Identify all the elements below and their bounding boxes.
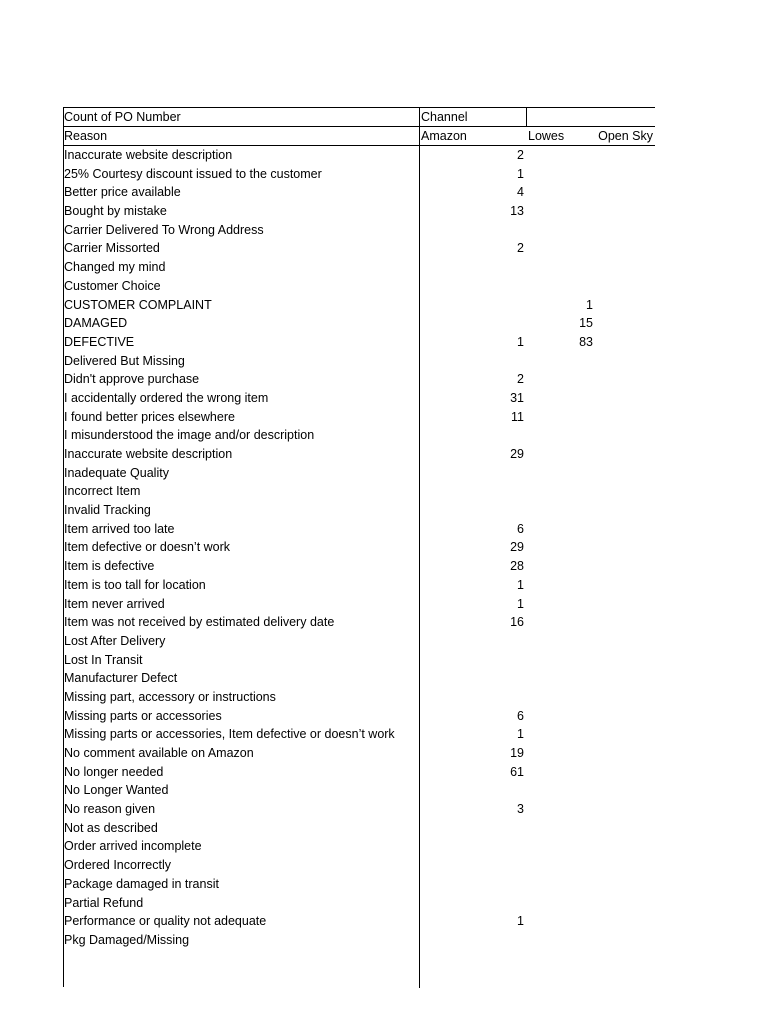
reason-cell: No comment available on Amazon <box>64 746 254 760</box>
table-row <box>63 707 655 726</box>
reason-cell: I misunderstood the image and/or description <box>64 428 315 443</box>
reason-cell: Order arrived incomplete <box>64 839 202 854</box>
table-row <box>63 296 655 315</box>
header-row-2 <box>63 126 655 146</box>
amazon-count-cell: 61 <box>510 764 524 779</box>
amazon-count-cell: 1 <box>517 334 524 349</box>
amazon-count-cell: 1 <box>517 166 524 181</box>
reason-cell: CUSTOMER COMPLAINT <box>64 297 212 312</box>
reason-cell: I found better prices elsewhere <box>64 409 235 424</box>
table-row <box>63 314 655 333</box>
reason-cell: Package damaged in transit <box>64 876 219 891</box>
column-header-amazon: Amazon <box>421 129 467 143</box>
reason-cell: Carrier Missorted <box>64 241 160 256</box>
table-row <box>63 595 655 614</box>
reason-cell: No reason given <box>64 802 156 817</box>
amazon-count-cell: 31 <box>510 390 524 405</box>
column-header-opensky: Open Sky <box>598 129 653 143</box>
table-row <box>63 146 655 165</box>
amazon-count-cell: 2 <box>517 241 524 256</box>
table-row <box>63 613 655 632</box>
amazon-count-cell: 3 <box>517 802 524 817</box>
channel-header-cell <box>526 108 655 126</box>
amazon-count-cell: 1 <box>517 914 524 929</box>
amazon-count-cell: 11 <box>511 409 524 424</box>
table-row <box>63 912 655 931</box>
reason-cell: Missing part, accessory or instructions <box>64 689 276 704</box>
reason-cell: Delivered But Missing <box>64 353 185 368</box>
table-row <box>63 165 655 184</box>
reason-cell: Partial Refund <box>64 895 144 910</box>
amazon-count-cell: 13 <box>510 204 524 219</box>
table-row <box>63 632 655 651</box>
amazon-count-cell: 29 <box>510 447 524 461</box>
reason-cell: I accidentally ordered the wrong item <box>64 390 269 405</box>
table-row <box>63 894 655 913</box>
table-row <box>63 277 655 296</box>
amazon-count-cell: 2 <box>517 148 524 162</box>
table-body <box>63 146 655 950</box>
reason-label: Reason <box>64 129 108 143</box>
table-row <box>63 389 655 408</box>
reason-cell: Item was not received by estimated delivery date <box>64 615 335 630</box>
table-row <box>63 669 655 688</box>
table-row <box>63 520 655 539</box>
table-row <box>63 445 655 464</box>
table-row <box>63 725 655 744</box>
reason-cell: Item arrived too late <box>64 521 175 536</box>
reason-cell: No Longer Wanted <box>64 783 169 798</box>
table-row <box>63 258 655 277</box>
lowes-count-cell: 15 <box>579 316 593 331</box>
table-row <box>63 576 655 595</box>
reason-cell: Ordered Incorrectly <box>64 858 171 873</box>
reason-cell: DEFECTIVE <box>64 334 135 349</box>
lowes-count-cell: 1 <box>586 297 593 312</box>
reason-cell: Performance or quality not adequate <box>64 914 267 929</box>
reason-cell: Item is too tall for location <box>64 577 206 592</box>
reason-cell: Item defective or doesn’t work <box>64 540 231 555</box>
amazon-count-cell: 19 <box>510 746 524 760</box>
reason-cell: Bought by mistake <box>64 204 167 219</box>
reason-cell: Better price available <box>64 185 181 200</box>
reason-cell: Inadequate Quality <box>64 465 169 480</box>
reason-cell: Changed my mind <box>64 260 166 275</box>
reason-cell: Inaccurate website description <box>64 447 233 461</box>
amazon-count-cell: 6 <box>517 708 524 723</box>
pivot-table <box>63 107 655 950</box>
reason-cell: Item never arrived <box>64 596 165 611</box>
table-row <box>63 426 655 445</box>
amazon-count-cell: 16 <box>510 615 524 630</box>
amazon-count-cell: 4 <box>517 185 524 200</box>
table-row <box>63 856 655 875</box>
table-left-border <box>63 107 64 987</box>
reason-cell: Inaccurate website description <box>64 148 233 162</box>
table-row <box>63 744 655 763</box>
table-row <box>63 202 655 221</box>
table-row <box>63 408 655 427</box>
table-row <box>63 239 655 258</box>
table-row <box>63 763 655 782</box>
amazon-count-cell: 1 <box>517 577 524 592</box>
amazon-count-cell: 28 <box>510 559 524 574</box>
reason-cell: Invalid Tracking <box>64 503 151 518</box>
reason-cell: Lost In Transit <box>64 652 143 667</box>
table-row <box>63 501 655 520</box>
amazon-count-cell: 1 <box>517 596 524 611</box>
reason-cell: Didn't approve purchase <box>64 372 200 387</box>
table-row <box>63 875 655 894</box>
table-row <box>63 837 655 856</box>
table-row <box>63 464 655 483</box>
channel-label: Channel <box>421 110 468 124</box>
reason-cell: DAMAGED <box>64 316 128 331</box>
lowes-count-cell: 83 <box>579 334 593 349</box>
reason-cell: Lost After Delivery <box>64 633 166 648</box>
reason-cell: Carrier Delivered To Wrong Address <box>64 222 264 237</box>
table-row <box>63 221 655 240</box>
table-row <box>63 352 655 371</box>
amazon-count-cell: 6 <box>517 521 524 536</box>
reason-cell: Missing parts or accessories <box>64 708 222 723</box>
table-row <box>63 333 655 352</box>
table-row <box>63 651 655 670</box>
reason-cell: Pkg Damaged/Missing <box>64 932 190 947</box>
count-label: Count of PO Number <box>64 110 181 124</box>
table-row <box>63 781 655 800</box>
amazon-count-cell: 2 <box>517 372 524 387</box>
reason-cell: Missing parts or accessories, Item defective or doesn’t work <box>64 727 395 742</box>
amazon-count-cell: 1 <box>517 727 524 742</box>
table-row <box>63 931 655 950</box>
reason-cell: Incorrect Item <box>64 484 141 499</box>
table-row <box>63 800 655 819</box>
amazon-count-cell: 29 <box>510 540 524 555</box>
header-row-1 <box>63 107 655 126</box>
reason-cell: No longer needed <box>64 764 164 779</box>
table-row <box>63 688 655 707</box>
table-row <box>63 183 655 202</box>
reason-cell: Customer Choice <box>64 278 161 293</box>
reason-cell: Item is defective <box>64 559 155 574</box>
table-row <box>63 819 655 838</box>
reason-cell: 25% Courtesy discount issued to the customer <box>64 166 322 181</box>
header-column-divider <box>419 107 420 145</box>
reason-cell: Manufacturer Defect <box>64 671 178 686</box>
reason-cell: Not as described <box>64 820 158 835</box>
table-row <box>63 557 655 576</box>
table-row <box>63 538 655 557</box>
column-header-lowes: Lowes <box>528 129 565 143</box>
table-row <box>63 370 655 389</box>
table-row <box>63 482 655 501</box>
